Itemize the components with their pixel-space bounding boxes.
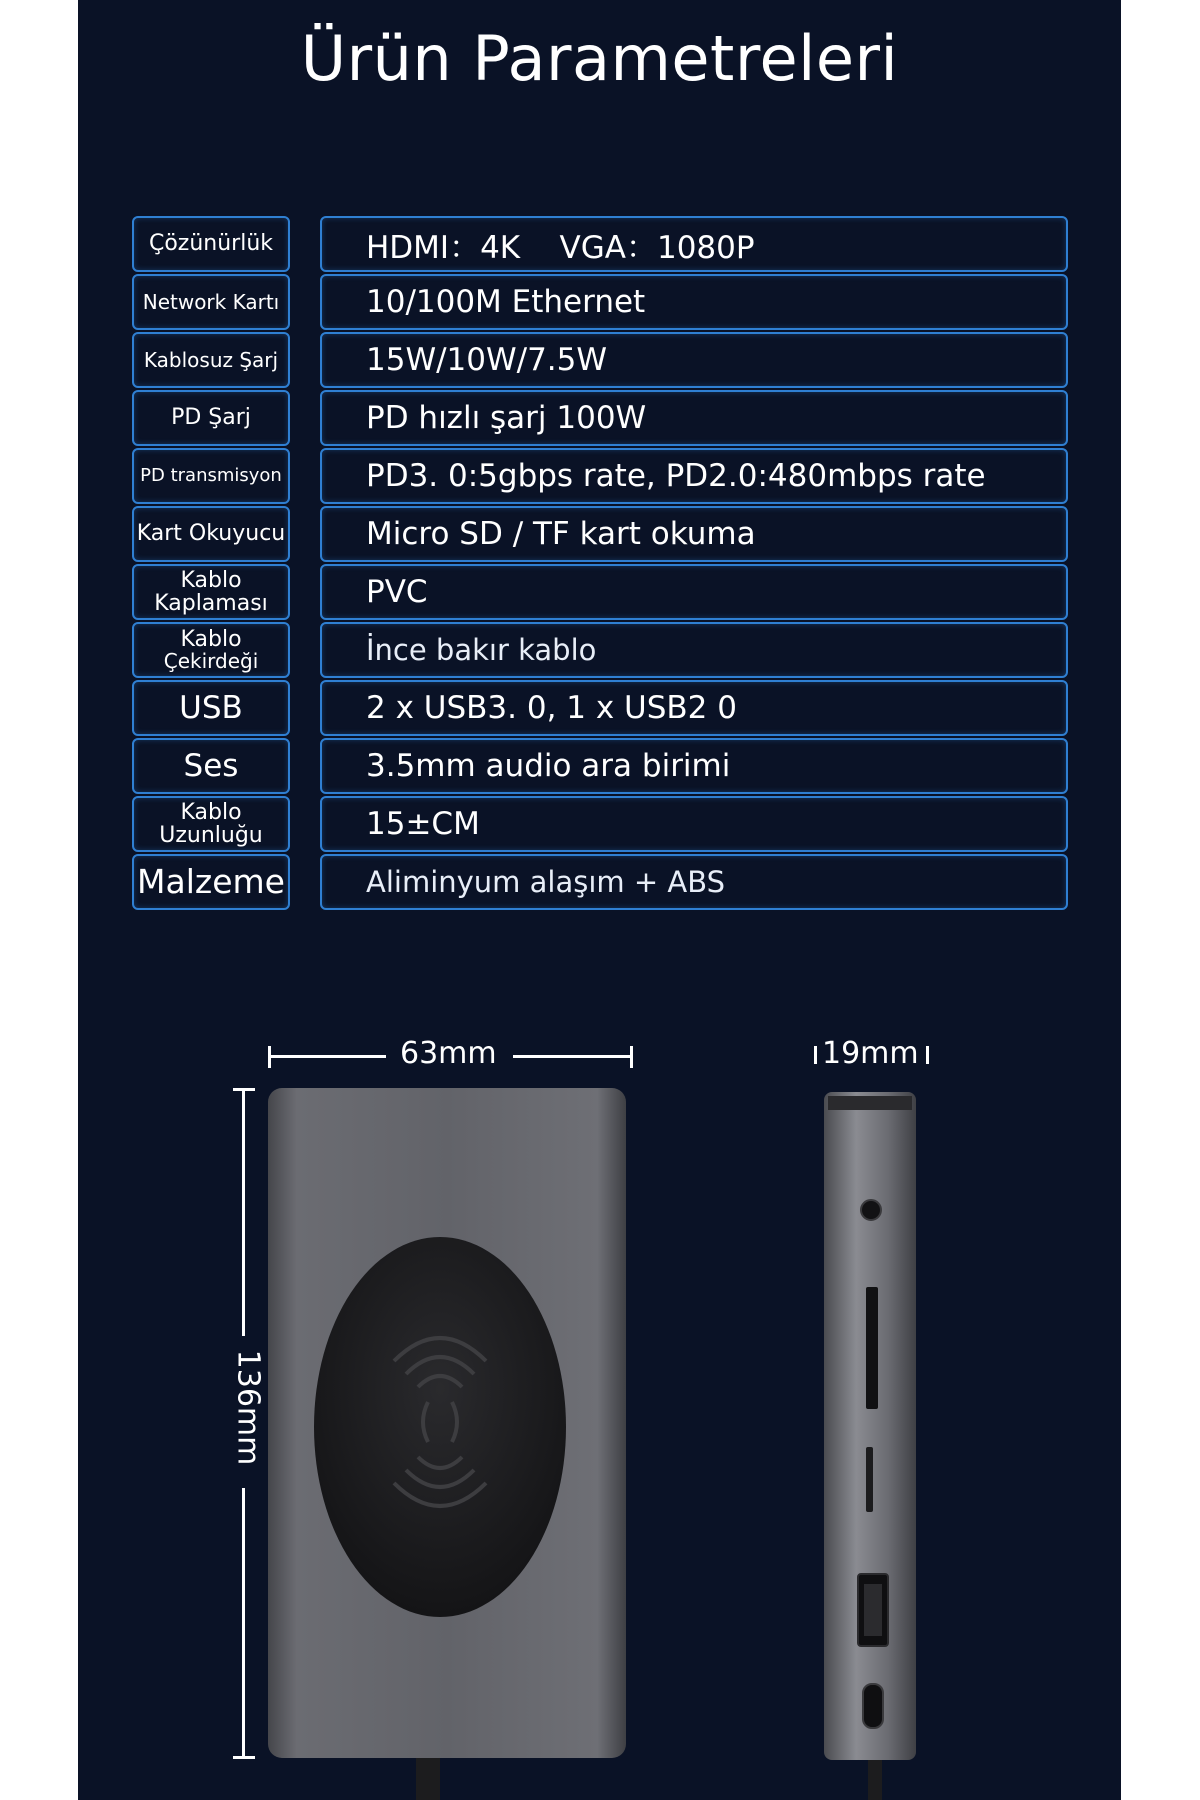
device-side-image — [820, 1092, 920, 1800]
charging-pad — [314, 1237, 566, 1617]
spec-label: Network Kartı — [132, 274, 290, 330]
spec-label — [132, 564, 290, 620]
spec-value: 3.5mm audio ara birimi — [320, 738, 1068, 794]
spec-value: HDMI：4K VGA：1080P — [320, 216, 1068, 272]
spec-label-line: Kablo — [180, 626, 242, 652]
spec-value: PD3. 0:5gbps rate, PD2.0:480mbps rate — [320, 448, 1068, 504]
spec-label: USB — [132, 680, 290, 736]
width-dimension-label: 63mm — [400, 1036, 497, 1071]
spec-row-pd-transmission — [132, 448, 1068, 504]
spec-label: PD Şarj — [132, 390, 290, 446]
spec-value: PD hızlı şarj 100W — [320, 390, 1068, 446]
spec-label-line: Kablo — [180, 567, 242, 593]
spec-value: PVC — [320, 564, 1068, 620]
spec-value: Micro SD / TF kart okuma — [320, 506, 1068, 562]
spec-label: Kart Okuyucu — [132, 506, 290, 562]
spec-row-cable-length — [132, 796, 1068, 852]
width-dimension-line-left — [268, 1055, 386, 1058]
spec-label: Malzeme — [132, 854, 290, 910]
audio-jack-icon — [861, 1200, 881, 1220]
height-dimension-line-top — [242, 1088, 245, 1336]
height-dimension-label: 136mm — [230, 1349, 266, 1466]
spec-row-audio — [132, 738, 1068, 794]
hdmi-port-inner — [864, 1584, 882, 1636]
usb-c-port-icon — [863, 1684, 883, 1728]
sd-slot-icon — [866, 1287, 878, 1409]
thickness-dimension-label: 19mm — [822, 1036, 919, 1071]
spec-label-line: Çekirdeği — [163, 649, 259, 674]
spec-row-network — [132, 274, 1068, 330]
spec-label: PD transmisyon — [132, 448, 290, 504]
page-title: Ürün Parametreleri — [300, 22, 899, 95]
spec-label — [132, 796, 290, 852]
spec-label: Çözünürlük — [132, 216, 290, 272]
spec-value: 10/100M Ethernet — [320, 274, 1068, 330]
spec-row-cable-coating — [132, 564, 1068, 620]
spec-label — [132, 622, 290, 678]
spec-value: Aliminyum alaşım + ABS — [320, 854, 1068, 910]
height-dimension-line-bottom — [242, 1488, 245, 1758]
spec-label: Ses — [132, 738, 290, 794]
spec-row-material — [132, 854, 1068, 910]
device-front-image — [268, 1082, 648, 1800]
spec-value: 15W/10W/7.5W — [320, 332, 1068, 388]
side-top-edge — [828, 1096, 912, 1110]
spec-row-cable-core — [132, 622, 1068, 678]
spec-row-resolution — [132, 216, 1068, 272]
width-dimension-tick-right — [630, 1046, 633, 1068]
spec-row-pd-charging — [132, 390, 1068, 446]
spec-row-wireless-charging — [132, 332, 1068, 388]
spec-label-line: Kaplaması — [154, 591, 268, 616]
spec-value: 2 x USB3. 0, 1 x USB2 0 — [320, 680, 1068, 736]
spec-value: 15±CM — [320, 796, 1068, 852]
side-body — [824, 1092, 916, 1760]
thickness-dimension-tick-right — [926, 1046, 929, 1064]
spec-row-usb — [132, 680, 1068, 736]
width-dimension-line-right — [513, 1055, 633, 1058]
height-dimension-tick-bottom — [233, 1756, 255, 1759]
spec-value: İnce bakır kablo — [320, 622, 1068, 678]
spec-label-line: Kablo — [180, 799, 242, 825]
thickness-dimension-tick-left — [814, 1046, 817, 1064]
spec-label: Kablosuz Şarj — [132, 332, 290, 388]
microsd-slot-icon — [866, 1447, 873, 1512]
spec-label-line: Uzunluğu — [159, 823, 263, 848]
spec-row-card-reader — [132, 506, 1068, 562]
product-parameters-panel — [78, 0, 1121, 1800]
